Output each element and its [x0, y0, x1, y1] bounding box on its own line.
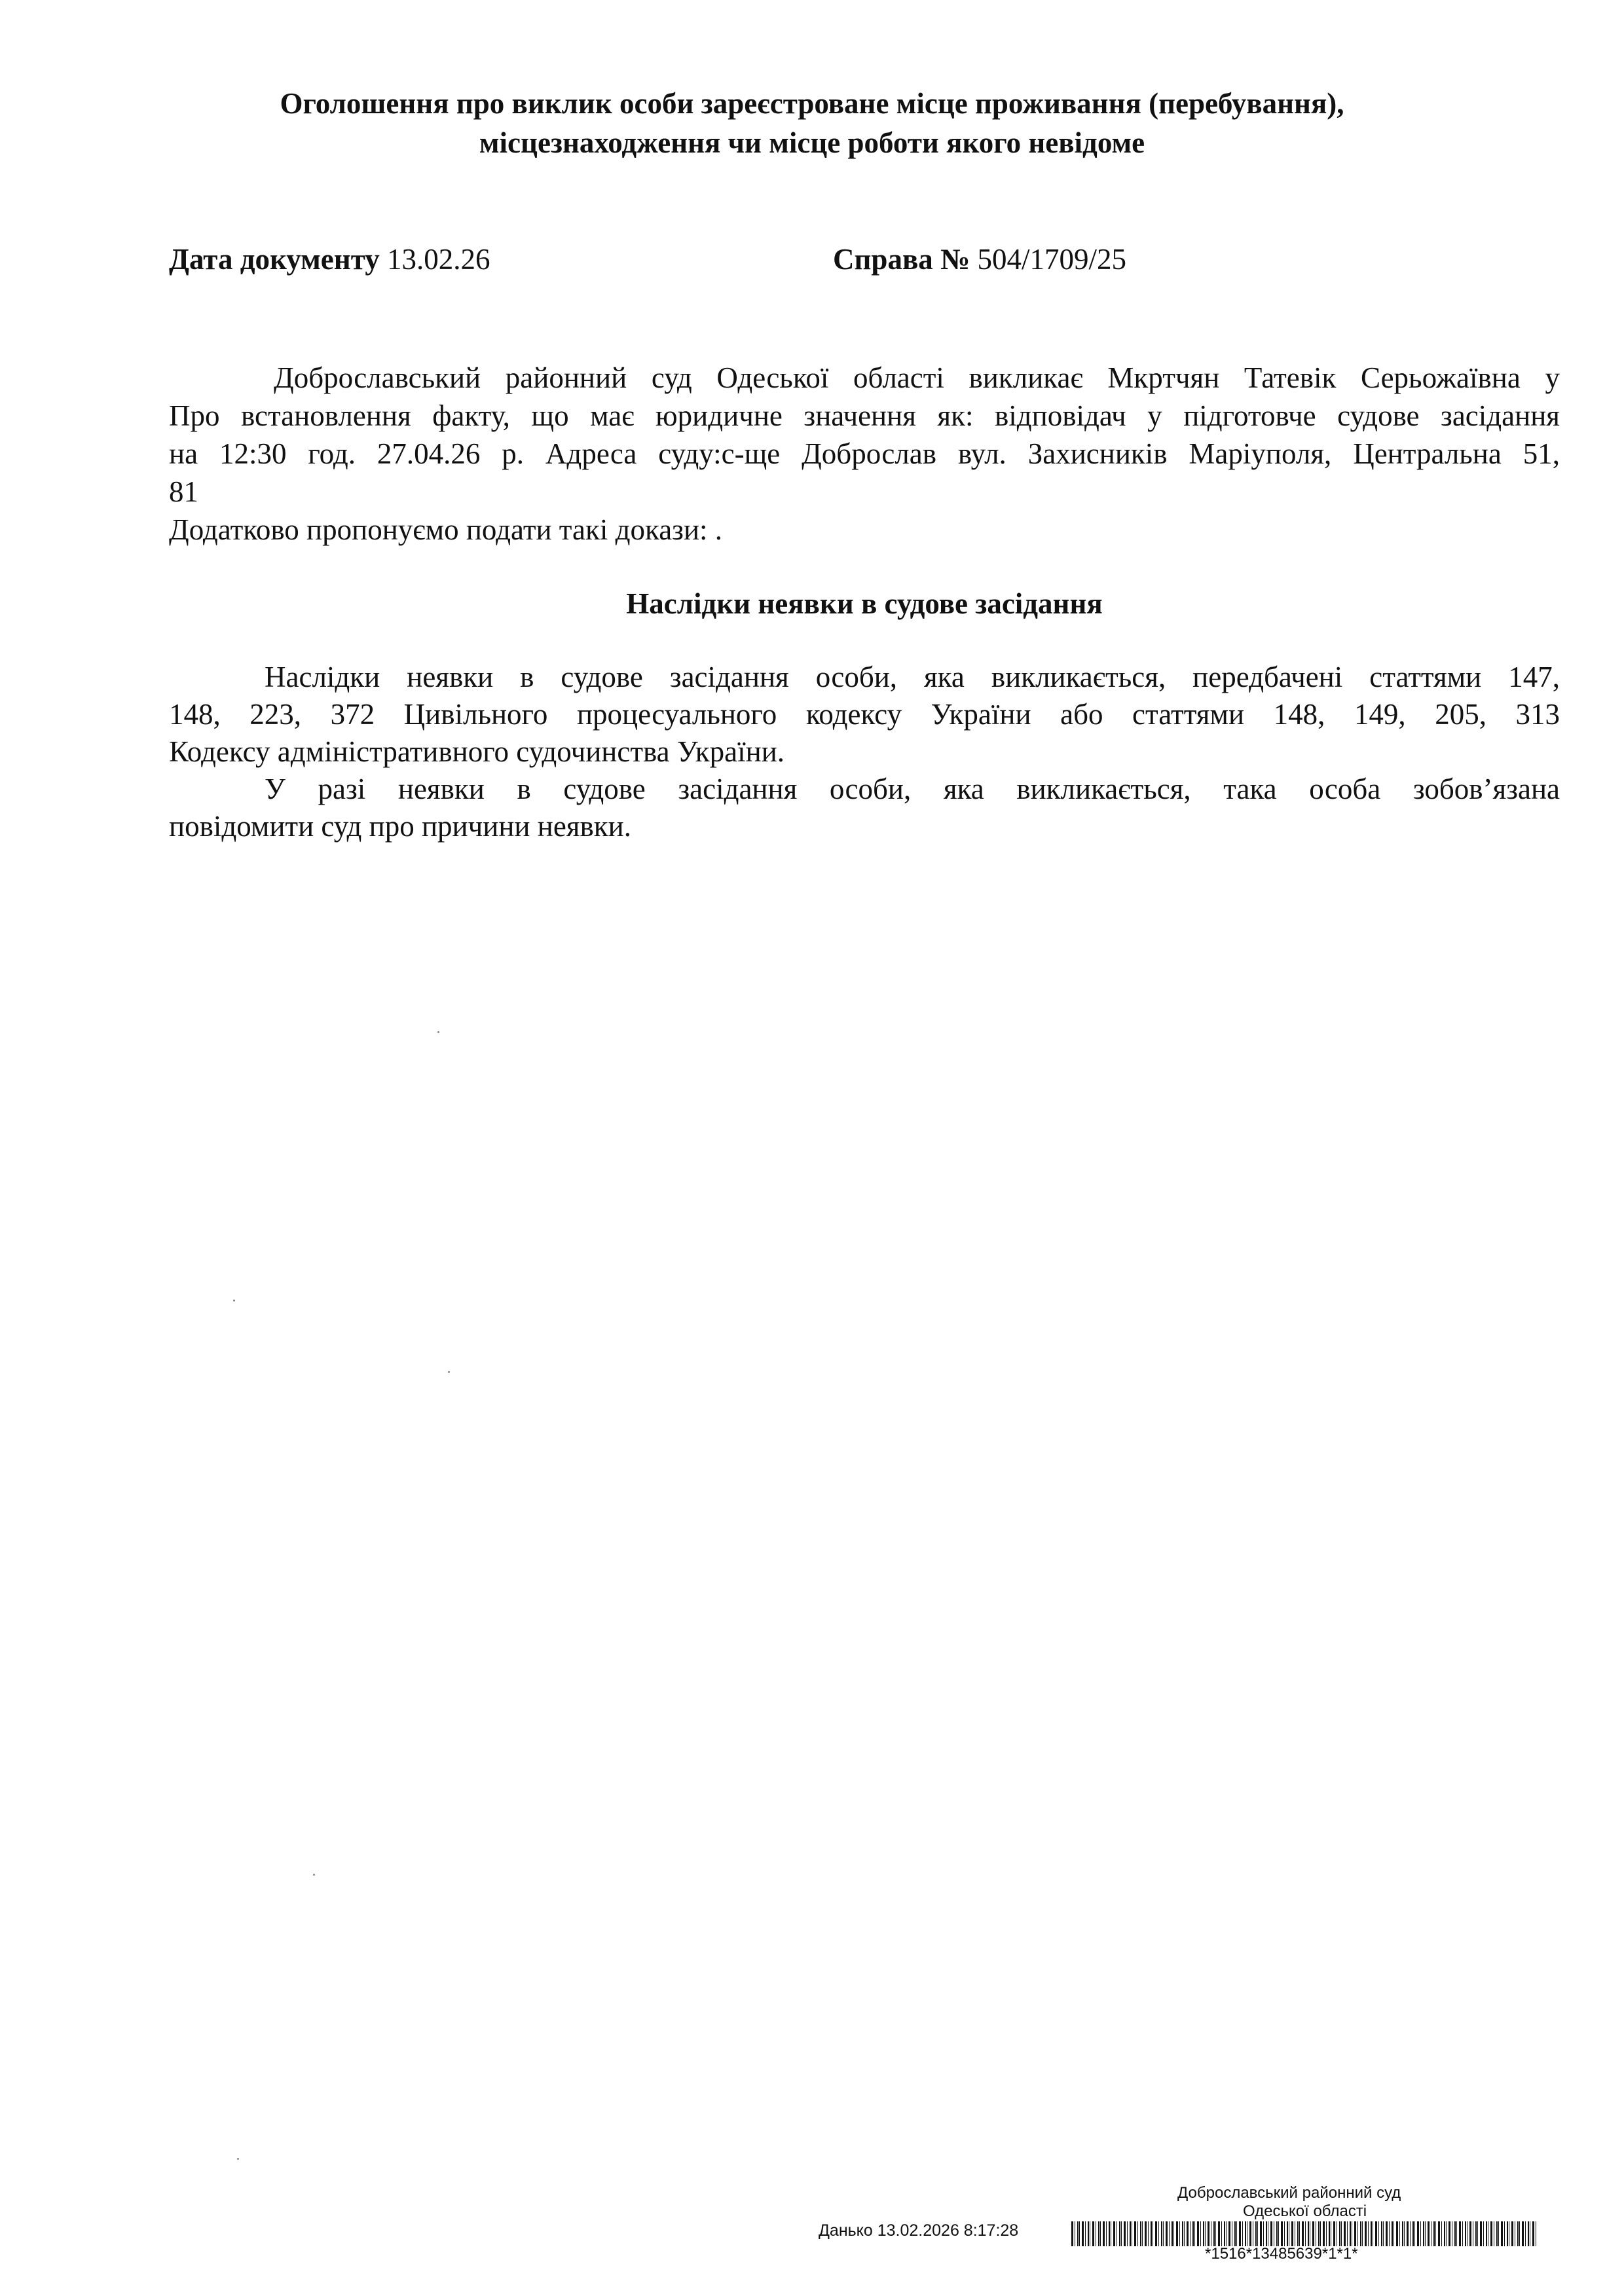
case-number	[833, 241, 1126, 278]
consequences-text	[169, 659, 1560, 845]
stamp-court-name: Доброславський районний суд	[1177, 2184, 1401, 2202]
scan-speck	[448, 1371, 450, 1373]
document-date	[169, 241, 490, 278]
document-date-value: 13.02.26	[386, 243, 490, 276]
summons-text	[169, 359, 1560, 549]
scan-speck	[233, 1300, 235, 1302]
title-line-1: Оголошення про виклик особи зареєстроване місце проживання (перебування),	[280, 87, 1344, 120]
consequences-heading: Наслідки неявки в судове засідання	[626, 587, 1103, 620]
consequences-p2-line-2: повідомити суд про причини неявки.	[169, 810, 631, 843]
scan-speck	[237, 2158, 239, 2160]
stamp-court-region: Одеської області	[1243, 2202, 1367, 2220]
summons-line-4: 81	[169, 475, 198, 508]
stamp-signer-timestamp: Данько 13.02.2026 8:17:28	[819, 2221, 1019, 2240]
title-line-2: місцезнаходження чи місце роботи якого невідоме	[479, 126, 1145, 159]
additional-evidence-line: Додатково пропонуємо подати такі докази: .	[169, 513, 723, 546]
case-number-label: Справа №	[833, 243, 970, 276]
summons-line-3: на 12:30 год. 27.04.26 р. Адреса суду:с-ще Доброслав вул. Захисників Маріуполя, Центральна 51,	[169, 437, 1560, 470]
consequences-p2-line-1: У разі неявки в судове засідання особи, яка викликається, така особа зобов’язана	[265, 773, 1560, 805]
barcode-graphic	[1071, 2221, 1536, 2246]
consequences-p1-line-2: 148, 223, 372 Цивільного процесуального кодексу України або статтями 148, 149, 205, 313	[169, 698, 1560, 731]
summons-line-2: Про встановлення факту, що має юридичне значення як: відповідач у підготовче судове засідання	[169, 399, 1560, 432]
court-electronic-stamp	[819, 2183, 1572, 2269]
summons-line-1: Доброславський районний суд Одеської області викликає Мкртчян Татевік Серьожаївна у	[274, 361, 1560, 394]
barcode-text: *1516*13485639*1*1*	[1205, 2245, 1358, 2263]
case-number-value: 504/1709/25	[977, 243, 1126, 276]
scan-speck	[437, 1031, 439, 1033]
document-date-label: Дата документу	[169, 243, 380, 276]
consequences-p1-line-3: Кодексу адміністративного судочинства України.	[169, 735, 785, 768]
consequences-p1-line-1: Наслідки неявки в судове засідання особи, яка викликається, передбачені статтями 147,	[265, 661, 1560, 693]
scan-speck	[313, 1874, 315, 1876]
document-title	[196, 84, 1428, 162]
